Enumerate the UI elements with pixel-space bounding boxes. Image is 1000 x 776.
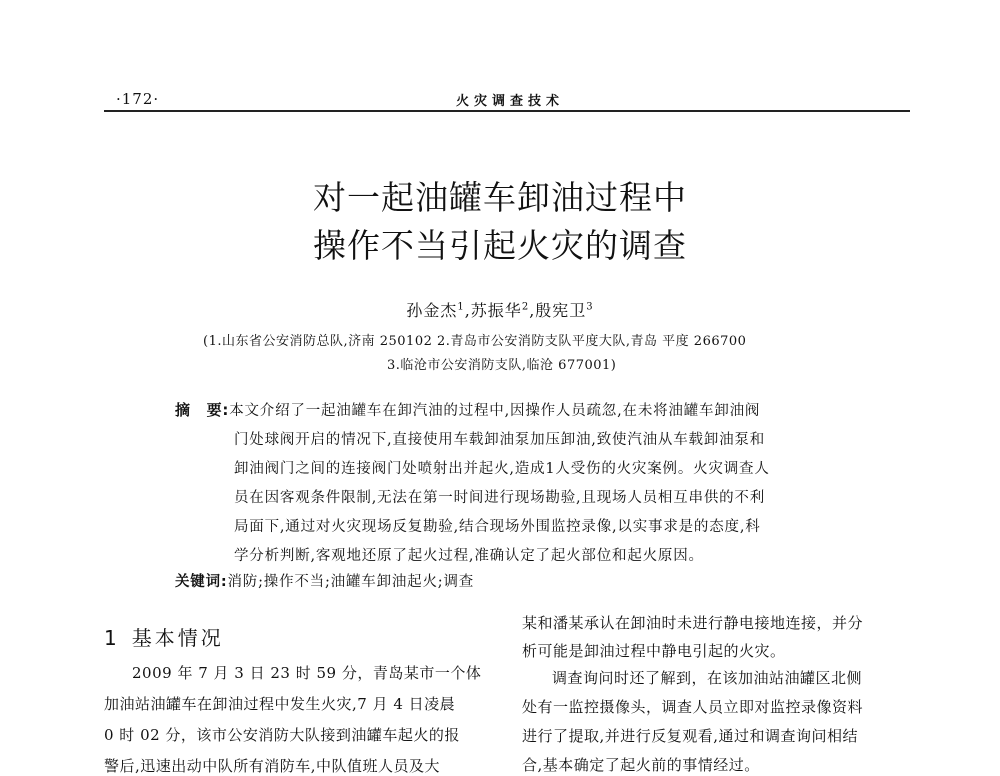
affiliation-line-1: (1.山东省公安消防总队,济南 250102 2.青岛市公安消防支队平度大队,青岛 平度 266700 [203,334,747,349]
journal-header: 火灾调查技术 [456,94,565,109]
right-column-line: 进行了提取,并进行反复观看,通过和调查询问相结 [522,727,859,745]
section-number: 1 [104,626,118,650]
author-affiliation-mark: 2 [521,301,530,313]
left-column-line: 加油站油罐车在卸油过程中发生火灾,7 月 4 日凌晨 [104,695,456,713]
author-name: 孙金杰 [406,301,458,320]
page-number: ·172· [116,90,160,108]
section-heading [104,622,238,651]
right-column-line: 处有一监控摄像头，调查人员立即对监控录像资料 [522,698,864,716]
author-separator: , [529,301,536,320]
right-column-line: 某和潘某承认在卸油时未进行静电接地连接，并分 [522,614,864,632]
section-title: 基本情况 [131,626,224,650]
affiliation-line-2: 3.临沧市公安消防支队,临沧 677001) [387,358,617,373]
abstract-line [175,399,760,420]
paper-title-line-1: 对一起油罐车卸油过程中 [313,178,687,217]
author-separator: , [464,301,471,320]
abstract-line: 局面下,通过对火灾现场反复勘验,结合现场外围监控录像,以实事求是的态度,科 [234,519,761,535]
abstract-line: 学分析判断,客观地还原了起火过程,准确认定了起火部位和起火原因。 [234,548,704,564]
author-affiliation-mark: 1 [457,301,465,313]
abstract-label: 摘 要: [175,401,230,419]
header-rule [104,110,910,112]
keywords-label: 关键词: [175,574,228,590]
right-column-line: 析可能是卸油过程中静电引起的火灾。 [522,642,786,660]
author-affiliation-mark: 3 [586,301,594,313]
paper-title-line-2: 操作不当引起火灾的调查 [313,226,687,265]
abstract-line: 员在因客观条件限制,无法在第一时间进行现场勘验,且现场人员相互串供的不利 [234,490,766,506]
author-list [0,298,1000,321]
author-name: 苏振华 [470,301,522,320]
abstract-line: 门处球阀开启的情况下,直接使用车载卸油泵加压卸油,致使汽油从车载卸油泵和 [234,432,766,448]
abstract-text: 本文介绍了一起油罐车在卸汽油的过程中,因操作人员疏忽,在未将油罐车卸油阀 [229,403,761,419]
keywords-text: 消防;操作不当;油罐车卸油起火;调查 [227,574,475,590]
left-column-line: 警后,迅速出动中队所有消防车,中队值班人员及大 [104,757,441,775]
keywords-line [175,570,474,591]
abstract-line: 卸油阀门之间的连接阀门处喷射出并起火,造成1人受伤的火灾案例。火灾调查人 [234,461,770,477]
right-column-line: 合,基本确定了起火前的事情经过。 [522,756,760,774]
left-column-line: 2009 年 7 月 3 日 23 时 59 分，青岛某市一个体 [132,664,482,682]
right-column-line: 调查询问时还了解到，在该加油站油罐区北侧 [552,669,863,687]
left-column-line: 0 时 02 分，该市公安消防大队接到油罐车起火的报 [104,726,460,744]
author-name: 殷宪卫 [535,301,587,320]
